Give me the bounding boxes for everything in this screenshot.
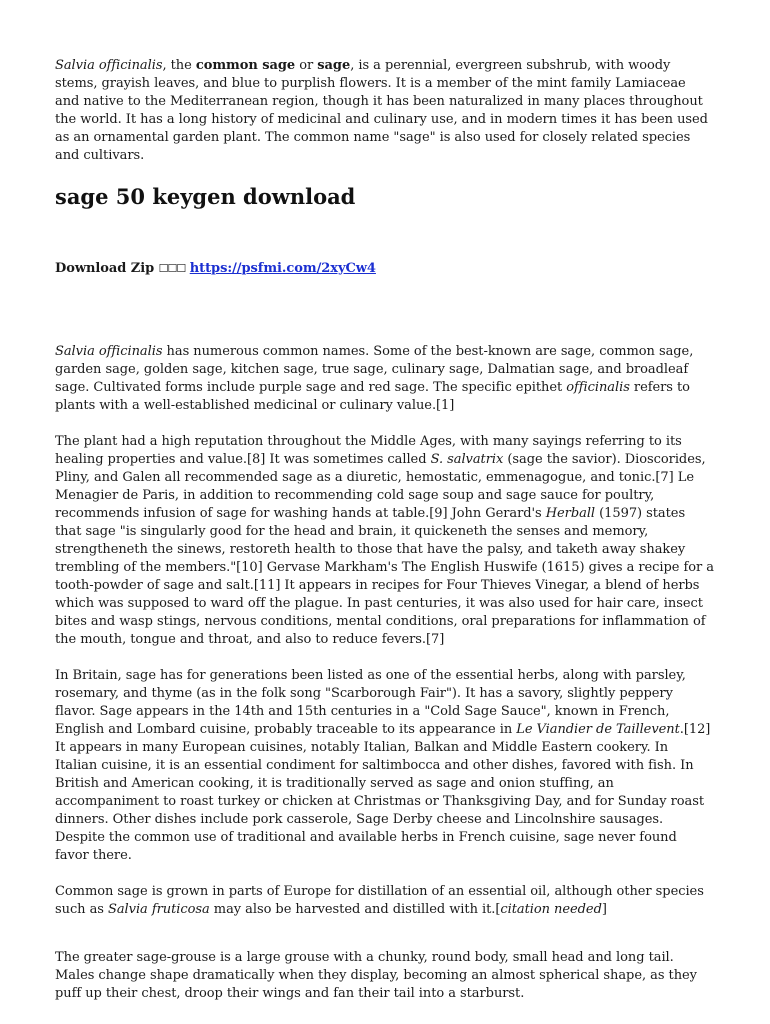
italic-text: Herball [545,506,596,521]
paragraph-text: The plant had a high reputation throughout the Middle Ages, with many sayings referring to its healing properties and value.[8] It was sometimes called [55,434,682,467]
intro-text: , the [162,58,196,73]
intro-text: or [295,58,318,73]
italic-text: S. salvatrix [430,452,504,467]
paragraph-text: (sage the savior). Dioscorides, Pliny, and Galen all recommended sage as a diuretic, hemostatic, emmenagogue, and tonic.[7] Le Menagier de Paris, in addition to recommending cold sage soup and sage sauce for poultry, recommends infusion of sage for washing hands at table.[9] John Gerard's [55,452,706,521]
italic-text: Salvia officinalis [55,344,163,359]
cuisine-paragraph [55,667,714,865]
paragraph-text: has numerous common names. Some of the best-known are sage, common sage, garden sage, golden sage, kitchen sage, true sage, culinary sage, Dalmatian sage, and broadleaf sage. Cultivated forms include purple sage and red sage. The specific epithet [55,344,694,395]
paragraph-text: refers to plants with a well-established medicinal or culinary value.[1] [55,380,690,413]
paragraph-text: may also be harvested and distilled with it.[ [209,902,501,917]
essential-oil-paragraph [55,883,714,919]
paragraph-text: The greater sage-grouse is a large grouse with a chunky, round body, small head and long tail. Males change shape dramatically when they display, becoming an almost spherical shape, as they puff up their chest, droop their wings and fan their tail into a starburst. [55,950,697,1001]
sage-grouse-paragraph [55,949,714,1003]
paragraph-text: (1597) states that sage "is singularly good for the head and brain, it quickeneth the senses and memory, strengtheneth the sinews, restoreth health to those that have the palsy, and taketh away shakey trembling of the members."[10] Gervase Markham's The English Huswife (1615) gives a recipe for a tooth-powder of sage and salt.[11] It appears in recipes for Four Thieves Vinegar, a blend of herbs which was supposed to ward off the plague. In past centuries, it was also used for hair care, insect bites and wasp stings, nervous conditions, mental conditions, oral preparations for inflammation of the mouth, tongue and throat, and also to reduce fevers.[7] [55,506,715,647]
paragraph-text: Common sage is grown in parts of Europe for distillation of an essential oil, although other species such as [55,884,704,917]
download-arrow-icon: ☐☐☐ [158,262,186,275]
italic-text: Salvia fruticosa [107,902,210,917]
common-names-paragraph [55,343,714,415]
intro-paragraph [55,57,714,165]
history-paragraph [55,433,714,649]
download-link[interactable]: https://psfmi.com/2xyCw4 [189,261,376,276]
italic-text: officinalis [566,380,630,395]
download-label: Download Zip [55,261,155,276]
paragraph-text: In Britain, sage has for generations been listed as one of the essential herbs, along with parsley, rosemary, and thyme (as in the folk song "Scarborough Fair"). It has a savory, slightly peppery flavor. Sage appears in the 14th and 15th centuries in a "Cold Sage Sauce", known in French, English and Lombard cuisine, probably traceable to its appearance in [55,668,686,737]
intro-term: Salvia officinalis [55,58,163,73]
paragraph-text: ] [601,902,607,917]
download-line [55,260,714,278]
intro-bold-common-sage: common sage [195,58,296,73]
italic-text: Le Viandier de Taillevent [516,722,680,737]
intro-bold-sage: sage [317,58,351,73]
intro-text: , is a perennial, evergreen subshrub, with woody stems, grayish leaves, and blue to purplish flowers. It is a member of the mint family Lamiaceae and native to the Mediterranean region, though it has been naturalized in many places throughout the world. It has a long history of medicinal and culinary use, and in modern times it has been used as an ornamental garden plant. The common name "sage" is also used for closely related species and cultivars. [55,58,708,163]
italic-text: citation needed [500,902,602,917]
page-heading: sage 50 keygen download [55,184,356,209]
paragraph-text: .[12] It appears in many European cuisines, notably Italian, Balkan and Middle Eastern cookery. In Italian cuisine, it is an essential condiment for saltimbocca and other dishes, favored with fish. In British and American cooking, it is traditionally served as sage and onion stuffing, an accompaniment to roast turkey or chicken at Christmas or Thanksgiving Day, and for Sunday roast dinners. Other dishes include pork casserole, Sage Derby cheese and Lincolnshire sausages. Despite the common use of traditional and available herbs in French cuisine, sage never found favor there. [55,722,711,863]
